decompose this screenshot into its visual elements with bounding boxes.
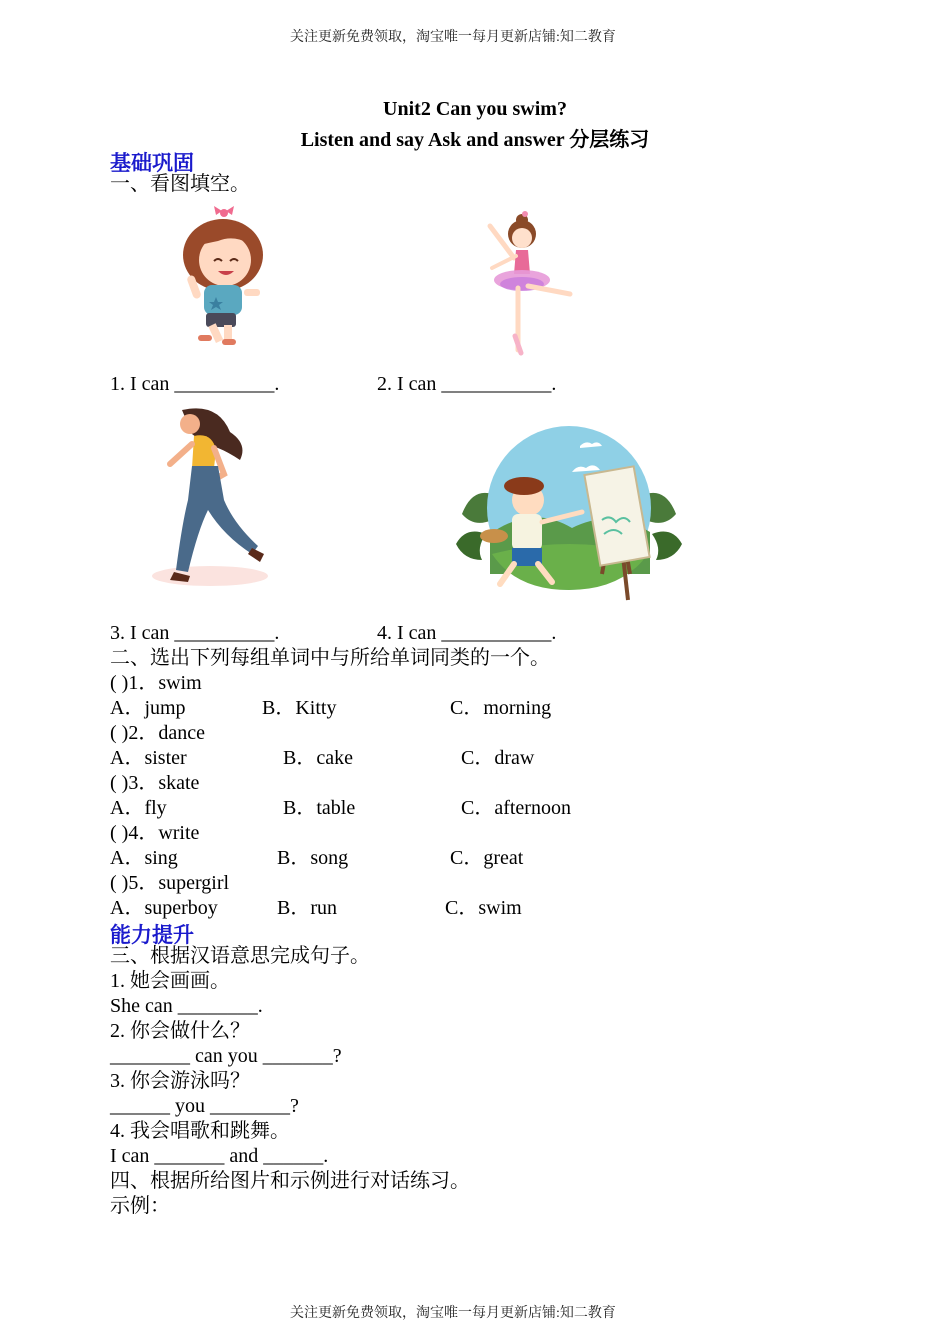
boy-painting-image xyxy=(452,424,686,602)
q5-option-b: B．run xyxy=(277,897,337,919)
part2-heading: 二、选出下列每组单词中与所给单词同类的一个。 xyxy=(110,647,550,669)
part3-heading: 三、根据汉语意思完成句子。 xyxy=(110,945,370,967)
part3-item-1-en: She can ________. xyxy=(110,995,263,1017)
part1-item-1: 1. I can __________. xyxy=(110,373,280,395)
q5-stem: ( )5．supergirl xyxy=(110,872,230,894)
jumping-girl-image xyxy=(178,205,268,350)
q4-option-c: C．great xyxy=(450,847,524,869)
part3-item-1-cn: 1. 她会画画。 xyxy=(110,970,230,992)
part4-example-label: 示例： xyxy=(110,1195,170,1217)
part3-item-2-cn: 2. 你会做什么？ xyxy=(110,1020,250,1042)
q3-option-b: B．table xyxy=(283,797,356,819)
q4-stem: ( )4．write xyxy=(110,822,200,844)
running-woman-image xyxy=(148,404,278,594)
q1-option-c: C．morning xyxy=(450,697,552,719)
q2-option-a: A．sister xyxy=(110,747,187,769)
q5-option-a: A．superboy xyxy=(110,897,218,919)
q4-option-b: B．song xyxy=(277,847,349,869)
part3-item-2-en: ________ can you _______? xyxy=(110,1045,342,1067)
q2-option-b: B．cake xyxy=(283,747,353,769)
section-basic: 基础巩固 xyxy=(110,151,194,175)
q2-stem: ( )2．dance xyxy=(110,722,205,744)
section-ability: 能力提升 xyxy=(110,923,194,947)
part1-heading: 一、看图填空。 xyxy=(110,173,250,195)
q1-option-a: A．jump xyxy=(110,697,186,719)
part1-item-4: 4. I can ___________. xyxy=(377,622,557,644)
title-line-1: Unit2 Can you swim? xyxy=(383,98,567,120)
part3-item-3-cn: 3. 你会游泳吗？ xyxy=(110,1070,250,1092)
page-footer: 关注更新免费领取，淘宝唯一每月更新店铺:知二教育 xyxy=(290,1306,616,1321)
q1-option-b: B．Kitty xyxy=(262,697,337,719)
q3-option-c: C．afternoon xyxy=(461,797,571,819)
q5-option-c: C．swim xyxy=(445,897,522,919)
part3-item-4-en: I can _______ and ______. xyxy=(110,1145,329,1167)
title-line-2: Listen and say Ask and answer 分层练习 xyxy=(300,129,650,151)
q3-stem: ( )3．skate xyxy=(110,772,200,794)
part4-heading: 四、根据所给图片和示例进行对话练习。 xyxy=(110,1170,470,1192)
ballerina-image xyxy=(478,208,578,356)
q3-option-a: A．fly xyxy=(110,797,167,819)
part1-item-3: 3. I can __________. xyxy=(110,622,280,644)
q2-option-c: C．draw xyxy=(461,747,535,769)
q1-stem: ( )1．swim xyxy=(110,672,202,694)
page-header: 关注更新免费领取，淘宝唯一每月更新店铺:知二教育 xyxy=(290,30,616,45)
part3-item-3-en: ______ you ________? xyxy=(110,1095,299,1117)
part1-item-2: 2. I can ___________. xyxy=(377,373,557,395)
part3-item-4-cn: 4. 我会唱歌和跳舞。 xyxy=(110,1120,290,1142)
q4-option-a: A．sing xyxy=(110,847,178,869)
